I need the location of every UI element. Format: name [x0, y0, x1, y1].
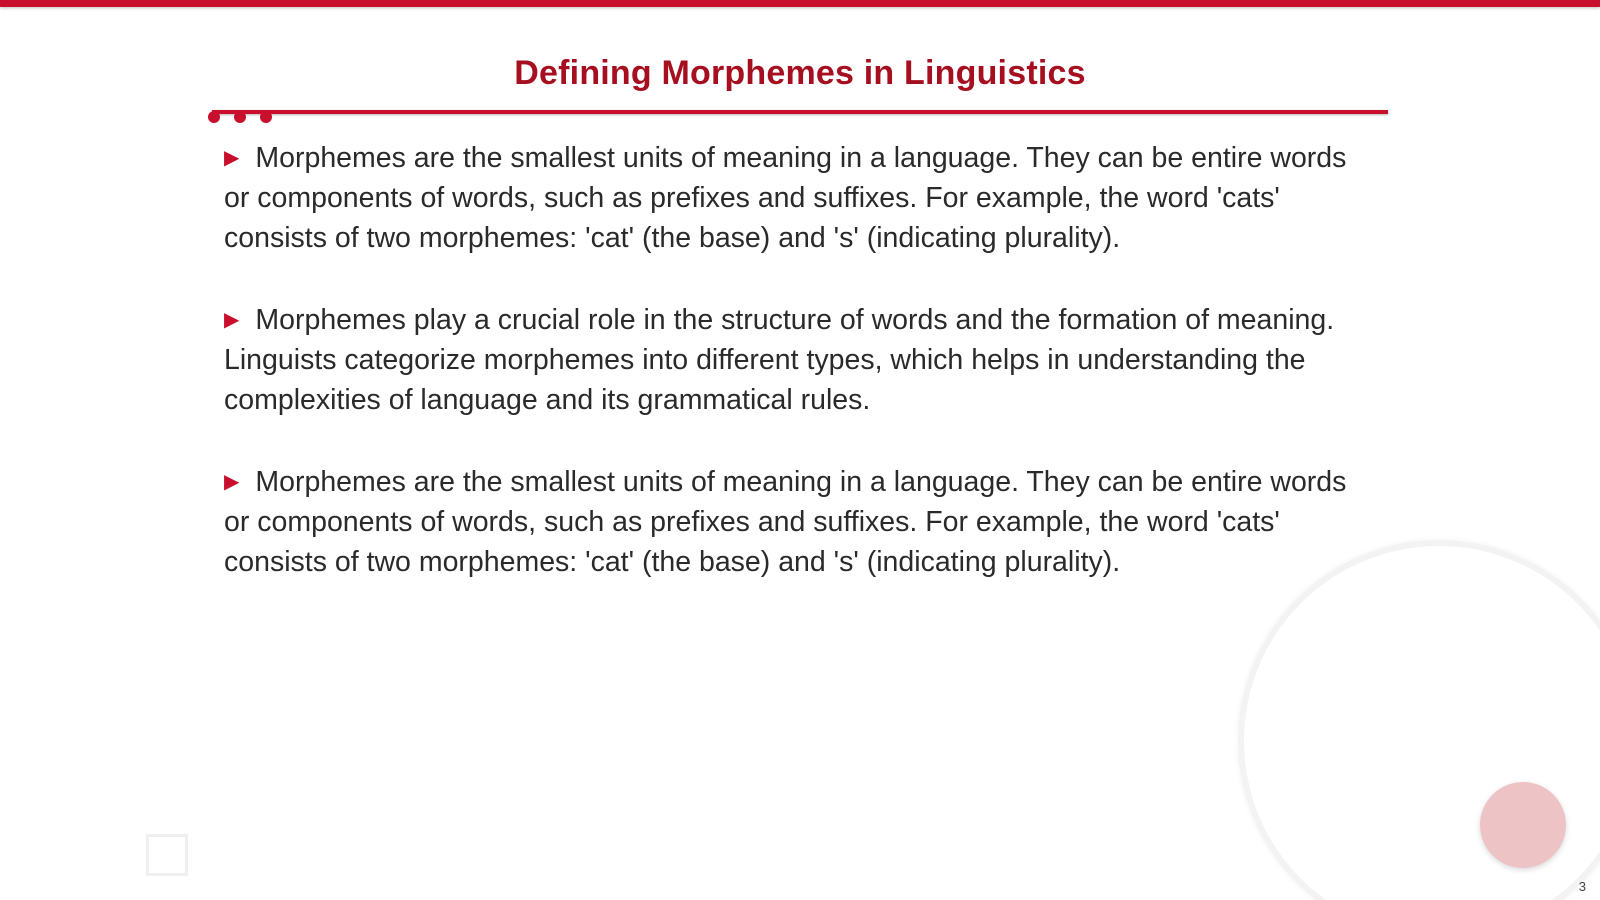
bullet-item — [224, 138, 1374, 258]
triangle-right-icon: ▶ — [224, 471, 240, 493]
title-underline — [212, 110, 1388, 114]
bullet-text: Morphemes are the smallest units of meaning in a language. They can be entire words or components of words, such as prefixes and suffixes. For example, the word 'cats' consists of two morphemes: 'cat' (the base) and 's' (indicating plurality). — [224, 142, 1347, 254]
bullet-text: Morphemes are the smallest units of meaning in a language. They can be entire words or components of words, such as prefixes and suffixes. For example, the word 'cats' consists of two morphemes: 'cat' (the base) and 's' (indicating plurality). — [224, 466, 1347, 578]
decor-dot-3 — [260, 111, 272, 123]
bullet-text: Morphemes play a crucial role in the structure of words and the formation of meaning. Linguists categorize morphemes into different types, which helps in understanding the complexities of language and its grammatical rules. — [224, 304, 1335, 416]
decor-pink-circle — [1480, 782, 1566, 868]
page-number: 3 — [1578, 879, 1586, 894]
slide-title: Defining Morphemes in Linguistics — [514, 54, 1086, 92]
bullet-item — [224, 300, 1374, 420]
decor-dot-1 — [208, 111, 220, 123]
top-accent-bar — [0, 0, 1600, 7]
triangle-right-icon: ▶ — [224, 147, 240, 169]
triangle-right-icon: ▶ — [224, 309, 240, 331]
decor-dot-2 — [234, 111, 246, 123]
decor-square — [146, 834, 188, 876]
bullet-item — [224, 462, 1374, 582]
bullet-list — [224, 138, 1374, 624]
